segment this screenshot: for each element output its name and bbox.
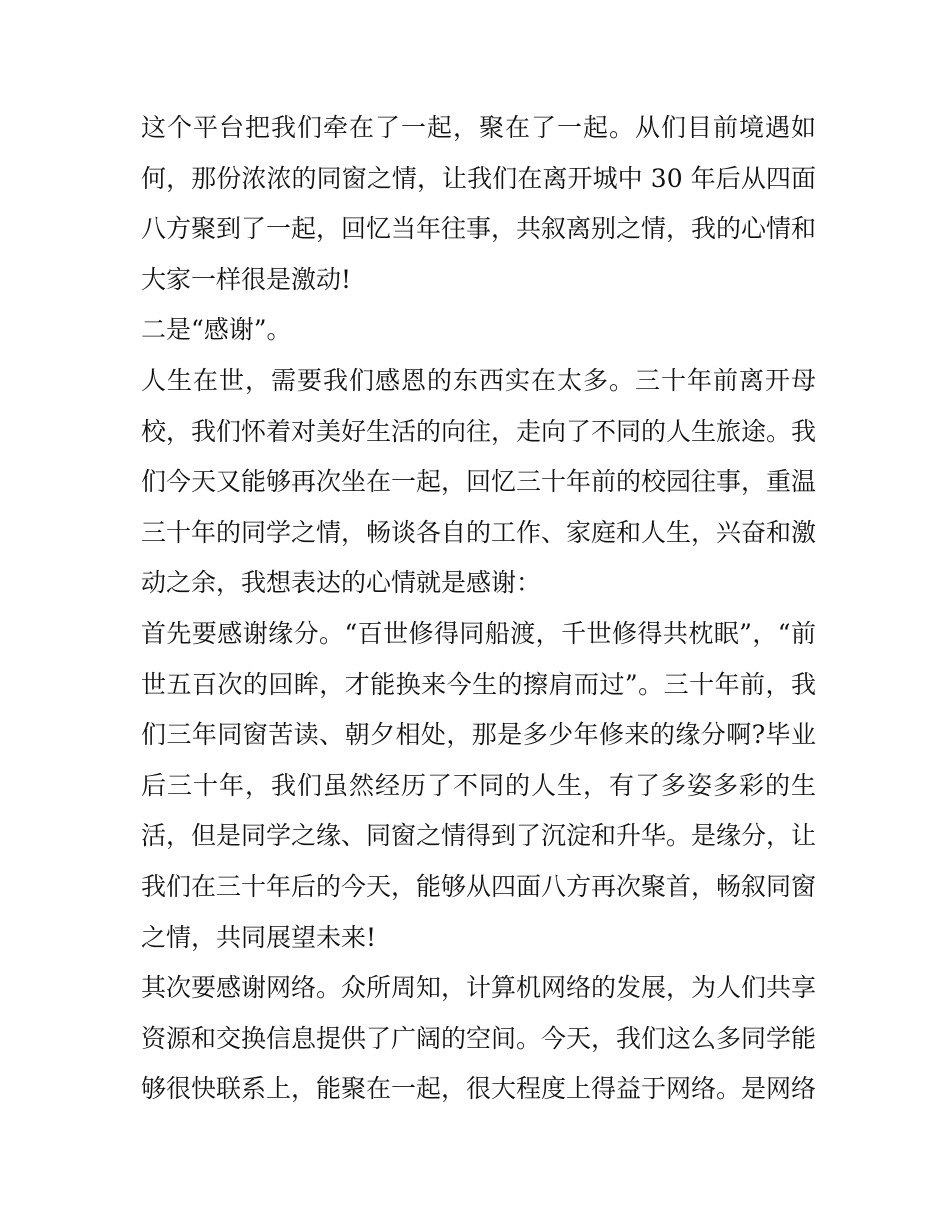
- text-line: 我们在三十年后的今天，能够从四面八方再次聚首，畅叙同窗: [141, 871, 816, 901]
- text-line: 世五百次的回眸，才能换来今生的擦肩而过”。三十年前，我: [141, 669, 816, 699]
- text-line: 其次要感谢网络。众所周知，计算机网络的发展，为人们共享: [141, 973, 816, 1003]
- text-line: 八方聚到了一起，回忆当年往事，共叙离别之情，我的心情和: [141, 214, 816, 244]
- text-line: 资源和交换信息提供了广阔的空间。今天，我们这么多同学能: [141, 1023, 816, 1053]
- text-line: 后三十年，我们虽然经历了不同的人生，有了多姿多彩的生: [141, 770, 816, 800]
- text-line: 们三年同窗苦读、朝夕相处，那是多少年修来的缘分啊?毕业: [141, 720, 816, 750]
- text-line: 够很快联系上，能聚在一起，很大程度上得益于网络。是网络: [141, 1074, 816, 1104]
- text-line: 活，但是同学之缘、同窗之情得到了沉淀和升华。是缘分，让: [141, 821, 816, 851]
- text-line: 校，我们怀着对美好生活的向往，走向了不同的人生旅途。我: [141, 416, 816, 446]
- text-line: 三十年的同学之情，畅谈各自的工作、家庭和人生，兴奋和激: [141, 517, 816, 547]
- text-line: 这个平台把我们牵在了一起，聚在了一起。从们目前境遇如: [141, 113, 816, 142]
- text-line: 动之余，我想表达的心情就是感谢：: [141, 568, 542, 598]
- text-line: 们今天又能够再次坐在一起，回忆三十年前的校园往事，重温: [141, 467, 816, 497]
- text-line: 人生在世，需要我们感恩的东西实在太多。三十年前离开母: [141, 365, 816, 395]
- document-body: [141, 103, 816, 1115]
- text-line: 大家一样很是激动!: [141, 264, 352, 294]
- text-line: 何，那份浓浓的同窗之情，让我们在离开城中 30 年后从四面: [141, 163, 816, 193]
- text-line: 之情，共同展望未来!: [141, 922, 377, 952]
- text-line: 二是“感谢”。: [141, 315, 292, 345]
- text-line: 首先要感谢缘分。“百世修得同船渡，千世修得共枕眠”，“前: [141, 618, 816, 648]
